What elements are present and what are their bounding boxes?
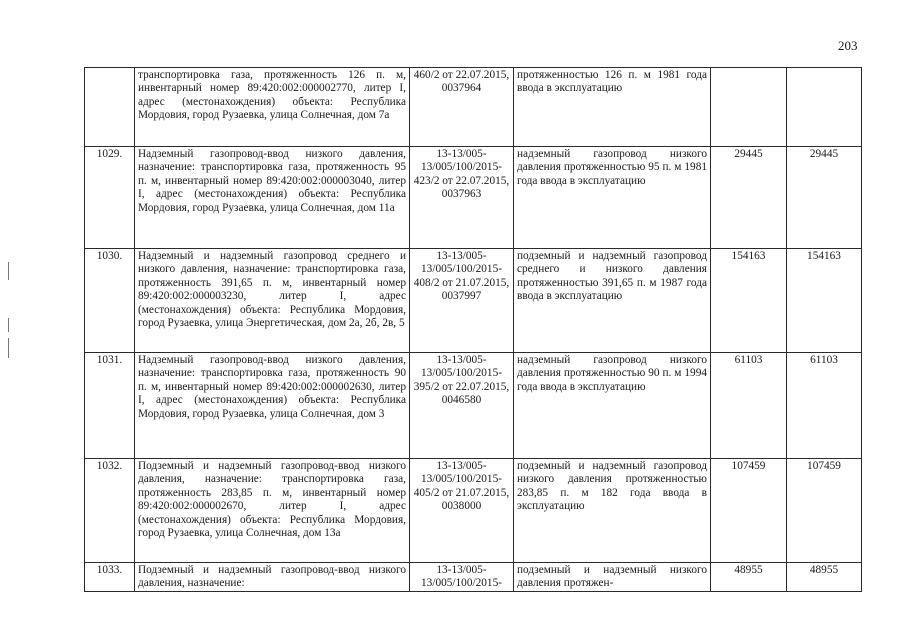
table-row bbox=[85, 459, 862, 563]
page-number: 203 bbox=[838, 38, 858, 53]
binding-mark bbox=[8, 318, 9, 332]
value-cell: 29445 bbox=[787, 147, 862, 249]
object-description: Надземный и надземный газопровод среднего и низкого давления, назначение: транспортировка газа, протяженность 391,65 п. м, инвентарный номер 89:420:002:000003230, литер I, адрес (местонахождения) объекта: Республика Мордовия, город Рузаевка, улица Энергетическая, дом 2а, 2б, 2в, 5 bbox=[135, 249, 410, 353]
object-characteristics: надземный газопровод низкого давления протяженностью 95 п. м 1981 года ввода в эксплуатацию bbox=[514, 147, 711, 249]
object-characteristics: подземный и надземный низкого давления протяжен- bbox=[514, 563, 711, 592]
row-number: 1033. bbox=[85, 563, 135, 592]
value-cell: 61103 bbox=[711, 353, 787, 459]
row-number: 1032. bbox=[85, 459, 135, 563]
registration-details: 13-13/005-13/005/100/2015- bbox=[410, 563, 514, 592]
row-number: 1029. bbox=[85, 147, 135, 249]
value-cell: 29445 bbox=[711, 147, 787, 249]
registration-details: 13-13/005-13/005/100/2015-408/2 от 21.07.2015, 0037997 bbox=[410, 249, 514, 353]
object-characteristics: подземный и надземный газопровод среднего и низкого давления протяженностью 391,65 п. м 1987 года ввода в эксплуатацию bbox=[514, 249, 711, 353]
table-row bbox=[85, 249, 862, 353]
table-row bbox=[85, 563, 862, 592]
binding-mark bbox=[8, 338, 9, 358]
object-description: Подземный и надземный газопровод-ввод низкого давления, назначение: транспортировка газа, протяженность 283,85 п. м, инвентарный номер 89:420:002:000002670, литер I, адрес (местонахождения) объекта: Республика Мордовия, город Рузаевка, улица Солнечная, дом 13а bbox=[135, 459, 410, 563]
binding-mark bbox=[8, 262, 9, 280]
value-cell bbox=[711, 68, 787, 147]
object-description: Надземный газопровод-ввод низкого давления, назначение: транспортировка газа, протяженность 90 п. м, инвентарный номер 89:420:002:000002630, литер I, адрес (местонахождения) объекта: Республика Мордовия, город Рузаевка, улица Солнечная, дом 3 bbox=[135, 353, 410, 459]
table-row bbox=[85, 68, 862, 147]
object-description: транспортировка газа, протяженность 126 п. м, инвентарный номер 89:420:002:000002770, литер I, адрес (местонахождения) объекта: Республика Мордовия, город Рузаевка, улица Солнечная, дом 7а bbox=[135, 68, 410, 147]
value-cell: 154163 bbox=[787, 249, 862, 353]
row-number: 1030. bbox=[85, 249, 135, 353]
value-cell bbox=[787, 68, 862, 147]
object-characteristics: протяженностью 126 п. м 1981 года ввода в эксплуатацию bbox=[514, 68, 711, 147]
value-cell: 107459 bbox=[711, 459, 787, 563]
property-registry-table bbox=[84, 67, 862, 592]
row-number bbox=[85, 68, 135, 147]
value-cell: 48955 bbox=[711, 563, 787, 592]
value-cell: 107459 bbox=[787, 459, 862, 563]
table-row bbox=[85, 147, 862, 249]
value-cell: 154163 bbox=[711, 249, 787, 353]
value-cell: 48955 bbox=[787, 563, 862, 592]
value-cell: 61103 bbox=[787, 353, 862, 459]
object-description: Надземный газопровод-ввод низкого давления, назначение: транспортировка газа, протяженность 95 п. м, инвентарный номер 89:420:002:000003040, литер I, адрес (местонахождения) объекта: Республика Мордовия, город Рузаевка, улица Солнечная, дом 11а bbox=[135, 147, 410, 249]
registration-details: 13-13/005-13/005/100/2015-423/2 от 22.07.2015, 0037963 bbox=[410, 147, 514, 249]
row-number: 1031. bbox=[85, 353, 135, 459]
registration-details: 13-13/005-13/005/100/2015-405/2 от 21.07.2015, 0038000 bbox=[410, 459, 514, 563]
object-characteristics: подземный и надземный газопровод низкого давления протяженностью 283,85 п. м 182 года ввода в эксплуатацию bbox=[514, 459, 711, 563]
table-row bbox=[85, 353, 862, 459]
registration-details: 13-13/005-13/005/100/2015-395/2 от 22.07.2015, 0046580 bbox=[410, 353, 514, 459]
object-description: Подземный и надземный газопровод-ввод низкого давления, назначение: bbox=[135, 563, 410, 592]
registration-details: 460/2 от 22.07.2015, 0037964 bbox=[410, 68, 514, 147]
object-characteristics: надземный газопровод низкого давления протяженностью 90 п. м 1994 года ввода в эксплуатацию bbox=[514, 353, 711, 459]
